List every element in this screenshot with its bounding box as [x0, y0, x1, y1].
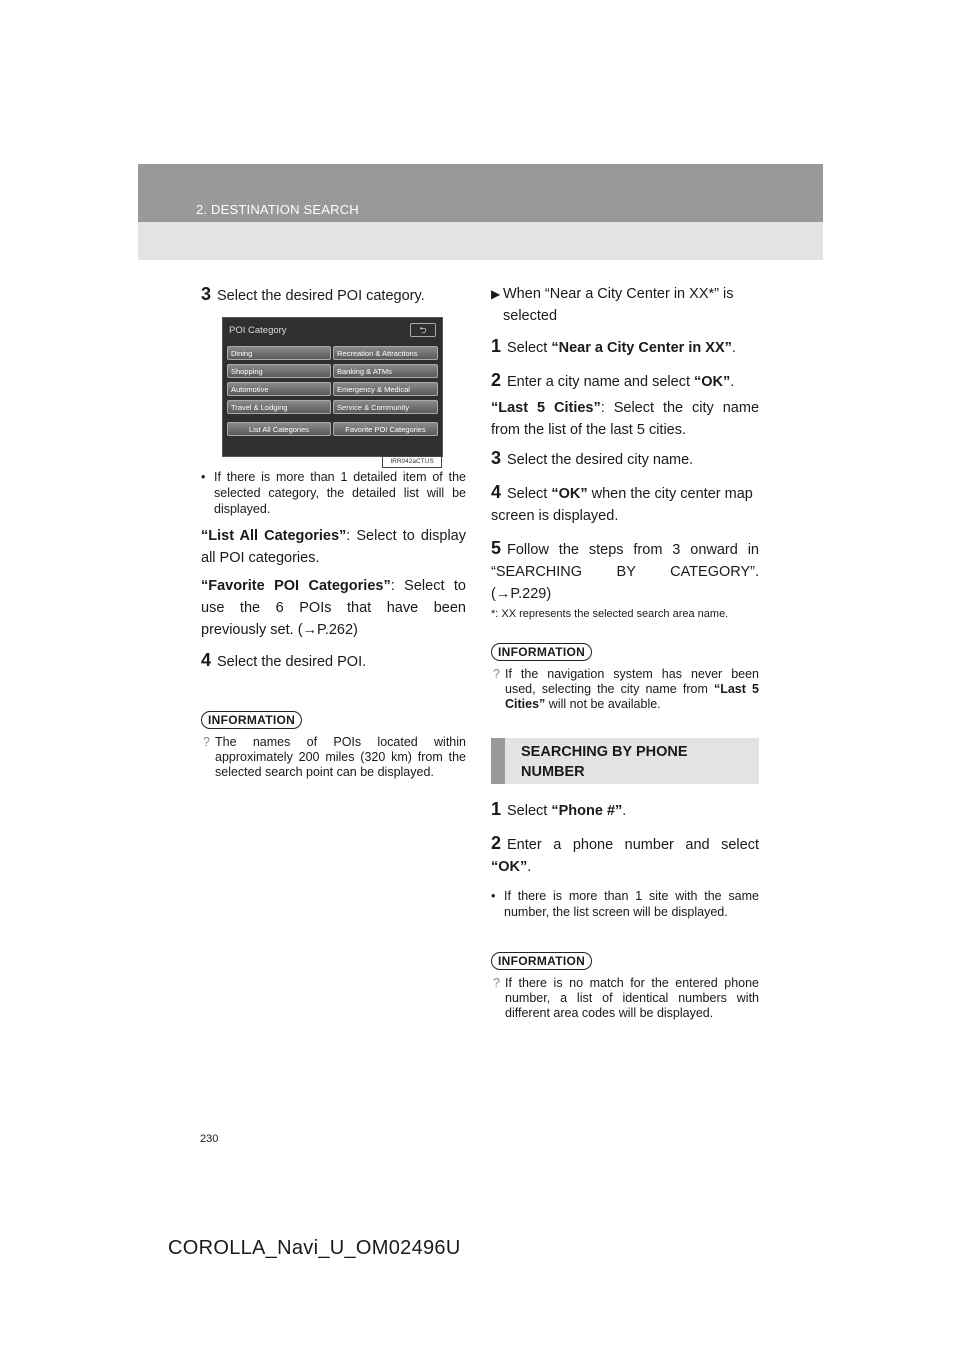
- page-number: 230: [200, 1133, 219, 1145]
- section-header-title: 2. DESTINATION SEARCH: [196, 202, 359, 217]
- step-text-end: .: [622, 803, 627, 819]
- step-1: [491, 335, 759, 359]
- info-item: [201, 735, 466, 780]
- step-text: Select the desired POI category.: [217, 288, 425, 304]
- step-number: 1: [491, 799, 502, 819]
- step-number: 2: [491, 833, 502, 853]
- info-text: The names of POIs located within approximately 200 miles (320 km) from the selected search point can be displayed.: [215, 735, 466, 779]
- information-badge: INFORMATION: [201, 711, 302, 729]
- poi-category-screenshot: [222, 317, 443, 465]
- bullet-icon: •: [491, 889, 496, 903]
- phone-step-1: [491, 798, 759, 822]
- information-badge: INFORMATION: [491, 643, 592, 661]
- info-text-end: will not be available.: [545, 697, 661, 711]
- poi-button-service: Service & Community: [333, 400, 438, 414]
- step-text-end: when the city center map screen is displayed.: [491, 486, 753, 524]
- step-number: 5: [491, 538, 502, 558]
- step-text: Select: [507, 803, 552, 819]
- poi-button-travel: Travel & Lodging: [227, 400, 331, 414]
- step-text: Select the desired city name.: [507, 452, 694, 468]
- poi-button-recreation: Recreation & Attractions: [333, 346, 438, 360]
- bullet-icon: •: [201, 470, 206, 484]
- poi-button-shopping: Shopping: [227, 364, 331, 378]
- favorite-paragraph: [201, 575, 466, 641]
- desc: : Select to display all POI categories.: [201, 528, 466, 566]
- info-marker-icon: ?: [203, 735, 210, 749]
- step-text-end: .: [527, 859, 532, 875]
- section-title: SEARCHING BY PHONE NUMBER: [521, 744, 688, 780]
- step-text: Follow the steps from 3 onward in “SEARCHING BY CATEGORY”. (→P.229): [491, 542, 759, 602]
- step-bold: “OK”: [491, 859, 528, 875]
- info-marker-icon: ?: [493, 667, 500, 681]
- step-3: [491, 447, 759, 471]
- step-number: 4: [491, 482, 502, 502]
- step-text-end: .: [730, 374, 735, 390]
- header-dark-band: [138, 164, 823, 222]
- step-number: 2: [491, 370, 502, 390]
- step-number: 1: [491, 336, 502, 356]
- step-5: [491, 537, 759, 605]
- information-badge: INFORMATION: [491, 952, 592, 970]
- poi-button-automotive: Automotive: [227, 382, 331, 396]
- info-item: [491, 667, 759, 712]
- favorite-poi-categories-button: Favorite POI Categories: [333, 422, 438, 436]
- section-header: [138, 164, 823, 260]
- term: “Last 5 Cities”: [491, 400, 601, 416]
- step-text: Enter a phone number and select: [507, 837, 759, 853]
- step-2: [491, 369, 759, 393]
- term: “Favorite POI Categories”: [201, 578, 391, 594]
- last5-paragraph: [491, 397, 759, 441]
- desc: : Select to use the 6 POIs that have been previously set. (→P.262): [201, 578, 466, 638]
- bullet-text: If there is more than 1 site with the same number, the list screen will be displayed.: [504, 889, 759, 919]
- image-code: IRR042aCTUS: [382, 456, 442, 468]
- bullet-text: If there is more than 1 detailed item of the selected category, the detailed list will be displayed.: [214, 470, 466, 516]
- step-4: [201, 649, 466, 673]
- screenshot-title: POI Category: [229, 325, 287, 336]
- step-bold: “Phone #”: [551, 803, 623, 819]
- condition-text: When “Near a City Center in XX*” is selected: [503, 286, 734, 324]
- section-title-box: [491, 738, 759, 784]
- bullet-item: [491, 888, 759, 920]
- desc: : Select the city name from the list of the last 5 cities.: [491, 400, 760, 438]
- condition-item: [491, 283, 759, 327]
- left-column: [201, 283, 466, 780]
- step-number: 4: [201, 650, 212, 670]
- list-all-categories-button: List All Categories: [227, 422, 331, 436]
- bullet-item: [201, 469, 466, 517]
- document-id: COROLLA_Navi_U_OM02496U: [168, 1237, 461, 1259]
- info-marker-icon: ?: [493, 976, 500, 990]
- poi-button-emergency: Emergency & Medical: [333, 382, 438, 396]
- list-all-paragraph: [201, 525, 466, 569]
- triangle-right-icon: ▶: [491, 287, 501, 301]
- back-arrow-icon: ⮌: [410, 323, 436, 337]
- step-4: [491, 481, 759, 527]
- info-text: If there is no match for the entered phone number, a list of identical numbers with different area codes will be displayed.: [505, 976, 759, 1020]
- step-bold: “Near a City Center in XX”: [551, 340, 732, 356]
- footnote: *: XX represents the selected search area name.: [491, 608, 729, 620]
- step-bold: “OK”: [551, 486, 588, 502]
- step-text: Select: [507, 340, 552, 356]
- step-text: Enter a city name and select: [507, 374, 695, 390]
- term: “List All Categories”: [201, 528, 347, 544]
- info-item: [491, 976, 759, 1021]
- info-text: If the navigation system has never been used, selecting the city name from: [505, 667, 759, 696]
- step-3: [201, 283, 466, 307]
- step-text: Select the desired POI.: [217, 654, 367, 670]
- step-text-end: .: [731, 340, 736, 356]
- step-bold: “OK”: [694, 374, 731, 390]
- right-column: [491, 283, 759, 1021]
- poi-button-banking: Banking & ATMs: [333, 364, 438, 378]
- step-number: 3: [491, 448, 502, 468]
- section-title-bar: [491, 738, 505, 784]
- step-text: Select: [507, 486, 552, 502]
- info-bold: “Last 5 Cities”: [505, 682, 759, 711]
- step-number: 3: [201, 284, 212, 304]
- phone-step-2: [491, 832, 759, 878]
- poi-button-dining: Dining: [227, 346, 331, 360]
